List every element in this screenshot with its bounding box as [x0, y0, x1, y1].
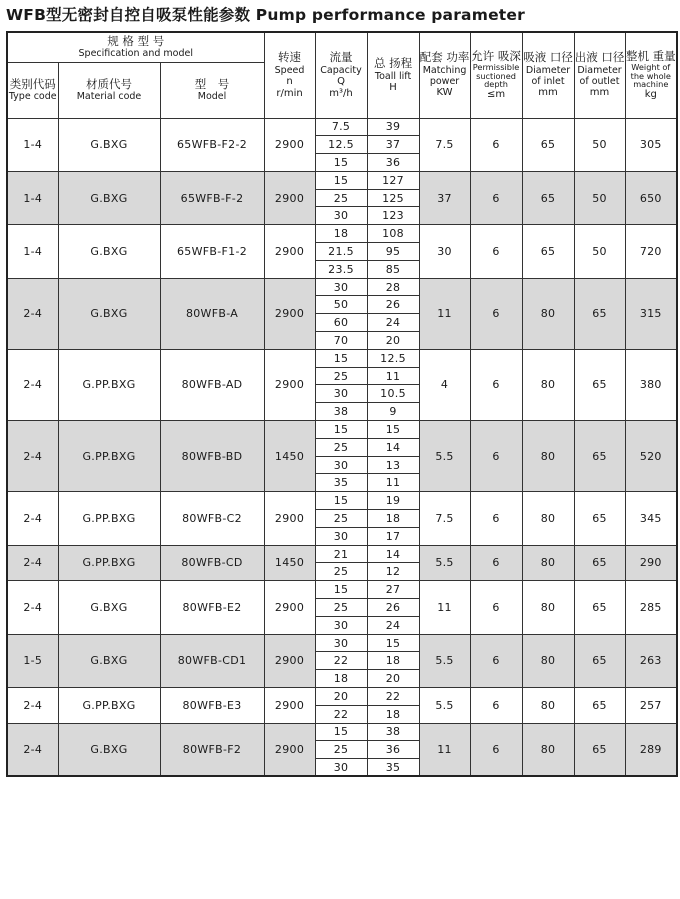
depth-cell: 6: [470, 278, 522, 349]
weight-cell: 263: [625, 634, 677, 687]
model-header-cn: 型 号: [194, 76, 230, 91]
depth-cell: 6: [470, 545, 522, 581]
table-row: [7, 634, 677, 652]
inlet-cell: 80: [522, 688, 574, 724]
table-row: [7, 688, 677, 706]
speed-cell: 2900: [264, 171, 315, 224]
depth-cell: 6: [470, 421, 522, 492]
type-code-header: [7, 62, 58, 118]
capacity-header-unit: m³/h: [329, 87, 353, 99]
inlet-cell: 65: [522, 118, 574, 171]
capacity-cell: 15: [315, 581, 367, 599]
capacity-cell: 70: [315, 332, 367, 350]
spec-header-cn: 规 格 型 号: [107, 33, 165, 48]
weight-cell: 720: [625, 225, 677, 278]
model-cell: 80WFB-AD: [160, 349, 264, 420]
type-code-cell: 2-4: [7, 688, 58, 724]
capacity-cell: 15: [315, 421, 367, 439]
lift-cell: 11: [367, 474, 419, 492]
power-cell: 4: [419, 349, 470, 420]
material-cell: G.BXG: [58, 278, 160, 349]
model-cell: 80WFB-CD1: [160, 634, 264, 687]
power-cell: 5.5: [419, 634, 470, 687]
material-cell: G.BXG: [58, 634, 160, 687]
weight-cell: 305: [625, 118, 677, 171]
capacity-cell: 15: [315, 723, 367, 741]
model-cell: 80WFB-A: [160, 278, 264, 349]
model-cell: 80WFB-BD: [160, 421, 264, 492]
lift-cell: 24: [367, 314, 419, 332]
weight-header-unit: kg: [644, 89, 657, 101]
depth-header-cn: 允许 吸深: [471, 48, 521, 63]
material-header: [58, 62, 160, 118]
speed-header-cn: 转速: [278, 50, 302, 65]
power-cell: 11: [419, 278, 470, 349]
material-cell: G.PP.BXG: [58, 421, 160, 492]
lift-cell: 24: [367, 616, 419, 634]
speed-header-symbol: n: [286, 75, 293, 87]
capacity-cell: 25: [315, 599, 367, 617]
capacity-cell: 25: [315, 438, 367, 456]
speed-cell: 2900: [264, 349, 315, 420]
depth-cell: 6: [470, 171, 522, 224]
outlet-header-en: Diameter of outlet: [577, 64, 622, 88]
capacity-cell: 30: [315, 759, 367, 777]
model-header: [160, 62, 264, 118]
lift-cell: 123: [367, 207, 419, 225]
inlet-cell: 65: [522, 225, 574, 278]
speed-cell: 1450: [264, 545, 315, 581]
material-cell: G.BXG: [58, 225, 160, 278]
type-code-cell: 1-5: [7, 634, 58, 687]
power-cell: 5.5: [419, 421, 470, 492]
model-cell: 80WFB-C2: [160, 492, 264, 545]
outlet-cell: 50: [574, 225, 625, 278]
power-cell: 7.5: [419, 118, 470, 171]
depth-cell: 6: [470, 723, 522, 776]
capacity-cell: 25: [315, 510, 367, 528]
type-code-cell: 2-4: [7, 492, 58, 545]
lift-cell: 20: [367, 332, 419, 350]
table-row: [7, 492, 677, 510]
weight-header: [625, 32, 677, 118]
lift-cell: 12: [367, 563, 419, 581]
outlet-cell: 65: [574, 581, 625, 634]
capacity-cell: 30: [315, 278, 367, 296]
outlet-cell: 65: [574, 634, 625, 687]
speed-cell: 2900: [264, 634, 315, 687]
material-cell: G.PP.BXG: [58, 688, 160, 724]
lift-cell: 35: [367, 759, 419, 777]
model-cell: 65WFB-F-2: [160, 171, 264, 224]
capacity-cell: 30: [315, 527, 367, 545]
capacity-cell: 25: [315, 563, 367, 581]
depth-header-unit: ≤m: [486, 89, 506, 101]
type-code-header-en: Type code: [8, 91, 57, 103]
weight-cell: 290: [625, 545, 677, 581]
outlet-header-cn: 出液 口径: [574, 50, 625, 65]
inlet-cell: 65: [522, 171, 574, 224]
speed-cell: 2900: [264, 581, 315, 634]
outlet-header: [574, 32, 625, 118]
type-code-cell: 2-4: [7, 723, 58, 776]
lift-cell: 127: [367, 171, 419, 189]
weight-header-en: Weight of the whole machine: [630, 62, 671, 90]
capacity-cell: 30: [315, 207, 367, 225]
material-header-cn: 材质代号: [86, 76, 132, 91]
depth-cell: 6: [470, 349, 522, 420]
table-row: [7, 118, 677, 136]
weight-cell: 285: [625, 581, 677, 634]
outlet-cell: 65: [574, 421, 625, 492]
lift-header-en: Toall lift: [374, 70, 412, 82]
material-cell: G.PP.BXG: [58, 349, 160, 420]
capacity-cell: 18: [315, 670, 367, 688]
lift-cell: 85: [367, 260, 419, 278]
speed-header: [264, 32, 315, 118]
type-code-cell: 1-4: [7, 118, 58, 171]
performance-table: [6, 31, 678, 777]
capacity-cell: 38: [315, 403, 367, 421]
lift-cell: 125: [367, 189, 419, 207]
table-header: [7, 32, 677, 118]
table-row: [7, 421, 677, 439]
table-row: [7, 723, 677, 741]
inlet-cell: 80: [522, 421, 574, 492]
type-code-cell: 2-4: [7, 278, 58, 349]
lift-cell: 27: [367, 581, 419, 599]
outlet-header-unit: mm: [589, 87, 610, 99]
model-cell: 65WFB-F2-2: [160, 118, 264, 171]
inlet-cell: 80: [522, 278, 574, 349]
capacity-cell: 50: [315, 296, 367, 314]
outlet-cell: 65: [574, 688, 625, 724]
type-code-header-cn: 类别代码: [9, 76, 56, 91]
weight-cell: 650: [625, 171, 677, 224]
inlet-header: [522, 32, 574, 118]
lift-cell: 15: [367, 634, 419, 652]
lift-cell: 22: [367, 688, 419, 706]
material-cell: G.PP.BXG: [58, 492, 160, 545]
lift-cell: 37: [367, 136, 419, 154]
lift-cell: 14: [367, 438, 419, 456]
outlet-cell: 50: [574, 171, 625, 224]
depth-cell: 6: [470, 581, 522, 634]
lift-cell: 14: [367, 545, 419, 563]
speed-cell: 2900: [264, 723, 315, 776]
depth-header: [470, 32, 522, 118]
model-cell: 80WFB-F2: [160, 723, 264, 776]
capacity-cell: 22: [315, 652, 367, 670]
outlet-cell: 65: [574, 545, 625, 581]
inlet-cell: 80: [522, 723, 574, 776]
capacity-cell: 15: [315, 171, 367, 189]
model-cell: 65WFB-F1-2: [160, 225, 264, 278]
weight-cell: 345: [625, 492, 677, 545]
lift-cell: 17: [367, 527, 419, 545]
power-header-en: Matching power: [422, 64, 467, 88]
model-header-en: Model: [197, 91, 227, 103]
lift-cell: 12.5: [367, 349, 419, 367]
lift-cell: 26: [367, 599, 419, 617]
inlet-cell: 80: [522, 634, 574, 687]
speed-cell: 2900: [264, 118, 315, 171]
inlet-header-en: Diameter of inlet: [525, 64, 571, 88]
lift-cell: 108: [367, 225, 419, 243]
capacity-cell: 21.5: [315, 243, 367, 261]
outlet-cell: 65: [574, 349, 625, 420]
lift-header: [367, 32, 419, 118]
type-code-cell: 2-4: [7, 545, 58, 581]
weight-cell: 520: [625, 421, 677, 492]
capacity-cell: 20: [315, 688, 367, 706]
spec-header: [7, 32, 264, 62]
inlet-cell: 80: [522, 545, 574, 581]
depth-cell: 6: [470, 118, 522, 171]
capacity-cell: 23.5: [315, 260, 367, 278]
lift-cell: 10.5: [367, 385, 419, 403]
outlet-cell: 65: [574, 492, 625, 545]
power-cell: 11: [419, 581, 470, 634]
lift-cell: 38: [367, 723, 419, 741]
page-title: WFB型无密封自控自吸泵性能参数 Pump performance parameter: [6, 6, 525, 24]
inlet-cell: 80: [522, 581, 574, 634]
capacity-cell: 22: [315, 705, 367, 723]
lift-cell: 18: [367, 510, 419, 528]
power-cell: 30: [419, 225, 470, 278]
lift-cell: 15: [367, 421, 419, 439]
capacity-cell: 25: [315, 189, 367, 207]
lift-cell: 28: [367, 278, 419, 296]
lift-cell: 11: [367, 367, 419, 385]
inlet-header-unit: mm: [538, 87, 558, 99]
power-header: [419, 32, 470, 118]
lift-cell: 18: [367, 652, 419, 670]
lift-cell: 36: [367, 741, 419, 759]
power-cell: 5.5: [419, 688, 470, 724]
depth-header-en: Permissible suctioned depth: [472, 62, 520, 90]
capacity-cell: 30: [315, 634, 367, 652]
model-cell: 80WFB-E2: [160, 581, 264, 634]
capacity-cell: 30: [315, 456, 367, 474]
table-row: [7, 545, 677, 563]
power-header-cn: 配套 功率: [419, 50, 470, 65]
table-row: [7, 225, 677, 243]
capacity-header-cn: 流量: [329, 50, 353, 65]
depth-cell: 6: [470, 688, 522, 724]
capacity-cell: 25: [315, 741, 367, 759]
speed-cell: 2900: [264, 492, 315, 545]
speed-cell: 2900: [264, 688, 315, 724]
lift-cell: 36: [367, 154, 419, 172]
material-cell: G.BXG: [58, 723, 160, 776]
speed-cell: 1450: [264, 421, 315, 492]
type-code-cell: 1-4: [7, 171, 58, 224]
power-cell: 5.5: [419, 545, 470, 581]
inlet-cell: 80: [522, 349, 574, 420]
capacity-cell: 12.5: [315, 136, 367, 154]
material-cell: G.BXG: [58, 581, 160, 634]
model-cell: 80WFB-CD: [160, 545, 264, 581]
capacity-cell: 7.5: [315, 118, 367, 136]
power-cell: 37: [419, 171, 470, 224]
capacity-cell: 25: [315, 367, 367, 385]
capacity-header-en: Capacity: [320, 64, 362, 76]
weight-cell: 380: [625, 349, 677, 420]
capacity-cell: 15: [315, 492, 367, 510]
power-cell: 11: [419, 723, 470, 776]
capacity-cell: 30: [315, 385, 367, 403]
material-header-en: Material code: [76, 91, 142, 103]
power-header-unit: KW: [436, 87, 453, 99]
lift-cell: 18: [367, 705, 419, 723]
weight-cell: 257: [625, 688, 677, 724]
weight-header-cn: 整机 重量: [625, 48, 676, 63]
table-row: [7, 349, 677, 367]
speed-header-en: Speed: [274, 64, 305, 76]
power-cell: 7.5: [419, 492, 470, 545]
type-code-cell: 2-4: [7, 349, 58, 420]
capacity-cell: 15: [315, 154, 367, 172]
capacity-cell: 21: [315, 545, 367, 563]
depth-cell: 6: [470, 492, 522, 545]
model-cell: 80WFB-E3: [160, 688, 264, 724]
outlet-cell: 50: [574, 118, 625, 171]
lift-header-cn: 总 扬程: [373, 55, 413, 70]
lift-cell: 20: [367, 670, 419, 688]
capacity-header: [315, 32, 367, 118]
weight-cell: 289: [625, 723, 677, 776]
spec-header-en: Specification and model: [78, 48, 194, 60]
material-cell: G.BXG: [58, 171, 160, 224]
speed-cell: 2900: [264, 225, 315, 278]
inlet-header-cn: 吸液 口径: [523, 50, 573, 65]
outlet-cell: 65: [574, 723, 625, 776]
speed-cell: 2900: [264, 278, 315, 349]
depth-cell: 6: [470, 634, 522, 687]
type-code-cell: 2-4: [7, 421, 58, 492]
capacity-cell: 30: [315, 616, 367, 634]
inlet-cell: 80: [522, 492, 574, 545]
capacity-cell: 15: [315, 349, 367, 367]
type-code-cell: 1-4: [7, 225, 58, 278]
table-row: [7, 171, 677, 189]
material-cell: G.PP.BXG: [58, 545, 160, 581]
weight-cell: 315: [625, 278, 677, 349]
table-row: [7, 581, 677, 599]
lift-cell: 13: [367, 456, 419, 474]
lift-cell: 9: [367, 403, 419, 421]
capacity-cell: 60: [315, 314, 367, 332]
speed-header-unit: r/min: [276, 87, 303, 99]
lift-cell: 26: [367, 296, 419, 314]
table-body: [7, 118, 677, 776]
lift-cell: 19: [367, 492, 419, 510]
material-cell: G.BXG: [58, 118, 160, 171]
table-row: [7, 278, 677, 296]
depth-cell: 6: [470, 225, 522, 278]
lift-cell: 39: [367, 118, 419, 136]
capacity-cell: 18: [315, 225, 367, 243]
lift-cell: 95: [367, 243, 419, 261]
outlet-cell: 65: [574, 278, 625, 349]
lift-header-symbol: H: [389, 81, 397, 93]
capacity-header-symbol: Q: [337, 75, 345, 87]
type-code-cell: 2-4: [7, 581, 58, 634]
capacity-cell: 35: [315, 474, 367, 492]
